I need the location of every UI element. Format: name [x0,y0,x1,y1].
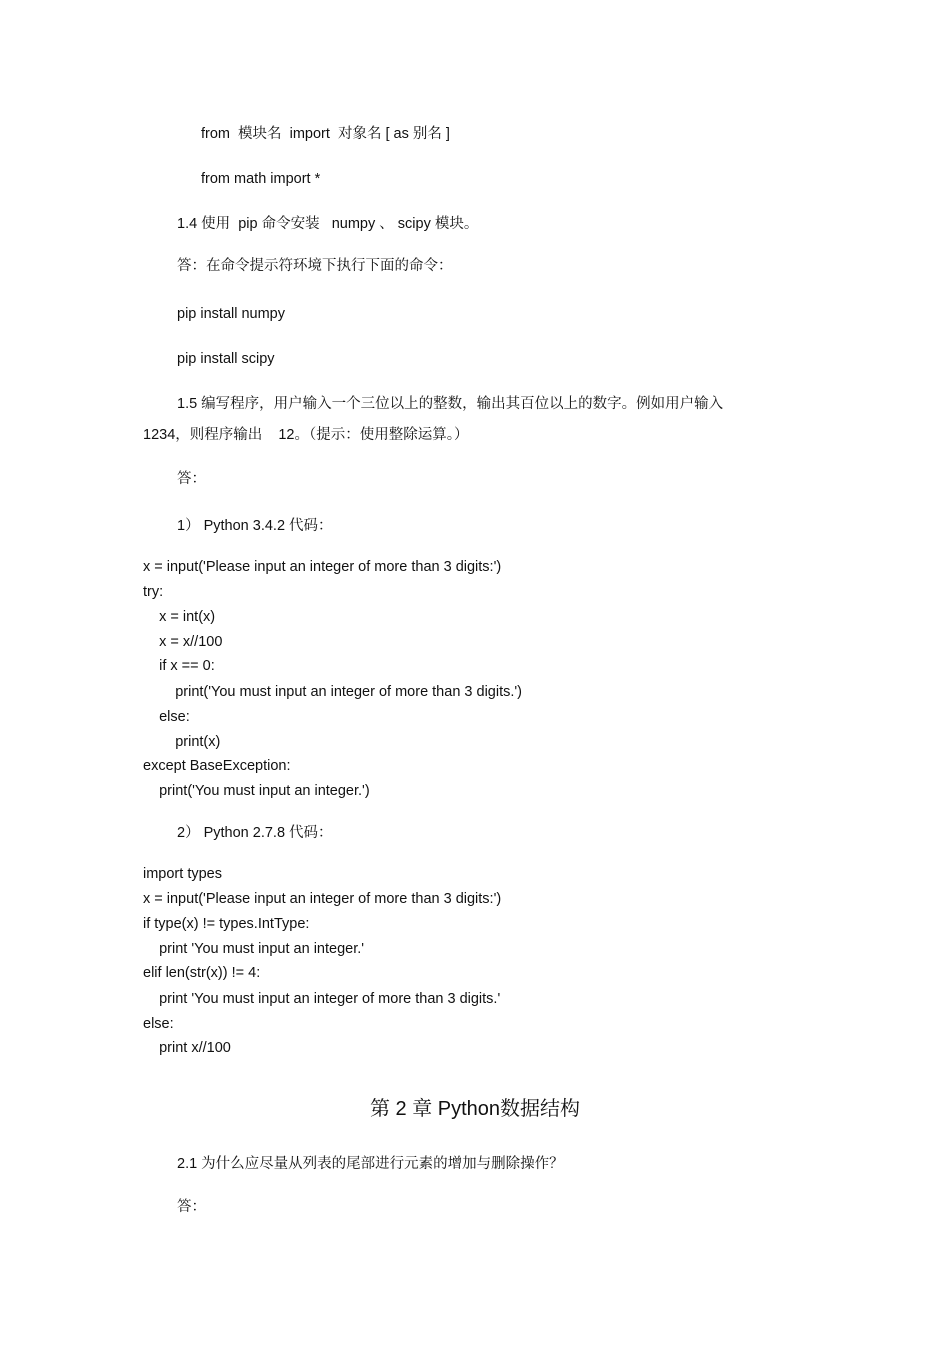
code-line: print('You must input an integer.') [143,783,370,799]
code-line: try: [143,584,164,600]
command-line: pip install numpy [177,306,285,322]
code-line: import types [143,866,222,882]
answer-1-5: 答： [177,471,206,487]
code-line: x = int(x) [143,609,216,625]
chapter-title: 第 2 章 Python数据结构 [369,1098,581,1120]
code-line: x = input('Please input an integer of more than 3 digits:') [143,891,502,907]
code-line: x = x//100 [143,634,223,650]
code-line: x = input('Please input an integer of more than 3 digits:') [143,559,502,575]
code-line: print x//100 [143,1040,231,1056]
code-line: print(x) [143,734,221,750]
code-line: print('You must input an integer of more than 3 digits.') [143,684,522,700]
part-1-title: 1） Python 3.4.2 代码： [177,518,333,534]
code-line: print 'You must input an integer of more than 3 digits.' [143,991,501,1007]
question-1-4: 1.4 使用 pip 命令安装 numpy 、 scipy 模块。 [177,216,479,232]
code-line: except BaseException: [143,758,291,774]
code-line: elif len(str(x)) != 4: [143,965,261,981]
question-1-5-line-1: 1.5 编写程序，用户输入一个三位以上的整数，输出其百位以上的数字。例如用户输入 [177,396,724,412]
answer-2-1: 答： [177,1199,206,1215]
answer-1-4: 答：在命令提示符环境下执行下面的命令： [177,258,453,274]
intro-line-2: from math import * [201,171,321,187]
question-2-1: 2.1 为什么应尽量从列表的尾部进行元素的增加与删除操作？ [177,1156,564,1172]
code-line: else: [143,709,190,725]
command-line: pip install scipy [177,351,275,367]
code-line: else: [143,1016,174,1032]
question-1-5-line-2: 1234，则程序输出 12。（提示：使用整除运算。） [143,427,469,443]
code-line: if x == 0: [143,658,215,674]
code-line: print 'You must input an integer.' [143,941,365,957]
intro-line-1: from 模块名 import 对象名 [ as 别名 ] [201,126,450,142]
code-line: if type(x) != types.IntType: [143,916,310,932]
part-2-title: 2） Python 2.7.8 代码： [177,825,333,841]
